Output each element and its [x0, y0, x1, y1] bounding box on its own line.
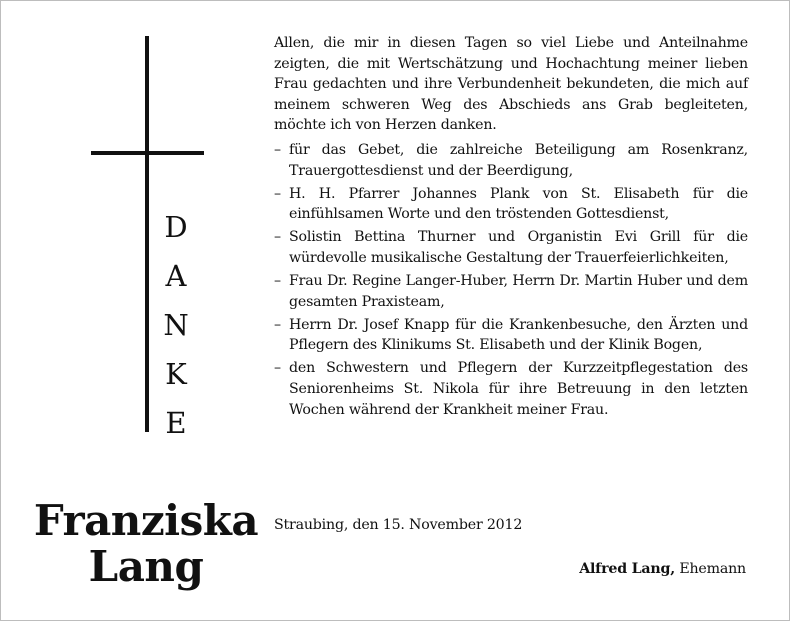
dash-bullet: –	[274, 273, 281, 290]
place-and-date: Straubing, den 15. November 2012	[274, 517, 523, 533]
dash-bullet: –	[274, 316, 281, 333]
dash-bullet: –	[274, 229, 281, 246]
dash-bullet: –	[274, 360, 281, 377]
thank-you-text	[274, 33, 748, 423]
thanks-list-item	[274, 315, 748, 356]
deceased-last-name: Lang	[88, 542, 204, 591]
vertical-danke-word	[155, 203, 197, 448]
thanks-list-item	[274, 140, 748, 181]
thanks-list-item	[274, 184, 748, 225]
thanks-list-item	[274, 358, 748, 420]
thanks-list-item	[274, 227, 748, 268]
danke-letter: K	[165, 357, 187, 391]
cross-horizontal-bar	[91, 151, 204, 155]
cross-vertical-bar	[145, 36, 149, 432]
danke-letter: N	[163, 308, 189, 342]
thanks-list-item	[274, 271, 748, 312]
danke-letter: E	[165, 406, 187, 440]
thanks-item-text: Herrn Dr. Josef Knapp für die Krankenbesuche, den Ärzten und Pflegern des Klinikums St. Elisabeth und der Klinik Bogen,	[289, 316, 748, 354]
signature-relation: Ehemann	[679, 561, 746, 577]
deceased-name	[30, 498, 262, 590]
thanks-item-text: für das Gebet, die zahlreiche Beteiligung am Rosenkranz, Trauergottesdienst und der Beerdigung,	[289, 141, 748, 179]
signature-name: Alfred Lang,	[579, 561, 675, 577]
intro-paragraph: Allen, die mir in diesen Tagen so viel Liebe und Anteilnahme zeigten, die mit Wertschätzung und Hochachtung meiner lieben Frau gedachten und ihre Verbundenheit bekundeten, die mich auf meinem schweren Weg des Abschieds ans Grab begleiteten, möchte ich von Herzen danken.	[274, 35, 748, 134]
thanks-list	[274, 140, 748, 420]
signature	[579, 561, 746, 577]
dash-bullet: –	[274, 185, 281, 202]
thanks-item-text: den Schwestern und Pflegern der Kurzzeitpflegestation des Seniorenheims St. Nikola für ihre Betreuung in den letzten Wochen während der Krankheit meiner Frau.	[289, 360, 748, 418]
thanks-item-text: Frau Dr. Regine Langer-Huber, Herrn Dr. Martin Huber und dem gesamten Praxisteam,	[289, 273, 748, 310]
thanks-item-text: H. H. Pfarrer Johannes Plank von St. Elisabeth für die einfühlsamen Worte und den tröstenden Gottesdienst,	[289, 185, 748, 223]
dash-bullet: –	[274, 141, 281, 158]
deceased-first-name: Franziska	[33, 496, 259, 545]
danke-letter: A	[165, 259, 187, 293]
danke-letter: D	[164, 210, 188, 244]
thanks-item-text: Solistin Bettina Thurner und Organistin Evi Grill für die würdevolle musikalische Gestaltung der Trauerfeierlichkeiten,	[289, 229, 748, 266]
